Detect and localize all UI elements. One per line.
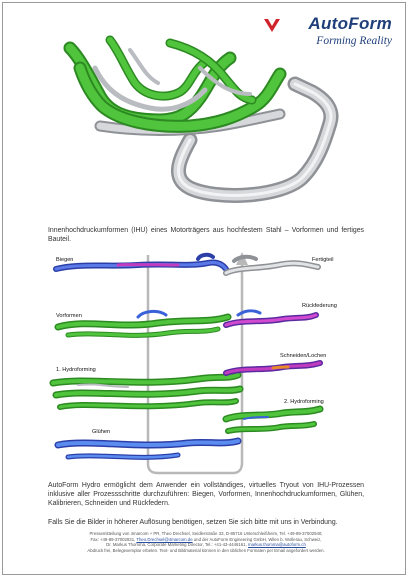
footer-line-4: Abdruck frei, Belegexemplar erbeten. Text- und Bildmaterial können in den üblichen Formaten per Email angefordert werden. — [87, 547, 325, 553]
contact-paragraph: Falls Sie die Bilder in höherer Auflösung benötigen, setzen Sie sich bitte mit uns in Verbindung. — [48, 519, 338, 526]
footer-company: und der AutoForm Engineering GmbH, Wilen b. Wollerau, Schweiz, — [193, 536, 322, 542]
brand-tagline: Forming Reality — [316, 35, 392, 47]
step-label-hydroforming-1: 1. Hydroforming — [56, 367, 96, 373]
footer-line-1: Pressemitteilung von 4marcom + PR, Theo Drechsel, Seidlerstraße 33, D-85716 Unterschleißheim, Tel. +49-89-37002940; — [89, 531, 323, 536]
step-label-schneiden-lochen: Schneiden/Lochen — [280, 353, 327, 359]
email-link-thomma[interactable]: markus.thomma@autoform.ch — [247, 542, 306, 548]
step-label-biegen: Biegen — [56, 257, 74, 263]
step-label-gluehen: Glühen — [92, 429, 111, 435]
brand-name: AutoForm — [308, 14, 392, 33]
footer-contact: Dr. Markus Thomma, Corporate Marketing Director, Tel.: +41-43-4446161, — [106, 542, 247, 548]
tube-biegen — [56, 255, 226, 269]
step-label-vorformen: Vorformen — [56, 313, 82, 319]
tube-schneiden-lochen — [226, 363, 320, 373]
tube-hydroforming-1 — [53, 375, 240, 407]
email-link-drechsel[interactable]: Theo.Drechsel@4marcom.de — [136, 536, 193, 542]
step-label-hydroforming-2: 2. Hydroforming — [284, 399, 324, 405]
finished-part-grey — [100, 84, 331, 195]
tube-hydroforming-2 — [226, 409, 320, 431]
process-diagram — [48, 249, 364, 475]
tube-rueckfederung — [226, 311, 316, 325]
footer-fax: Fax: +49-89-37002931, — [90, 536, 136, 542]
body-paragraph: AutoForm Hydro ermöglicht dem Anwender ein vollständiges, virtuelles Tryout von IHU-Prozessen inklusive aller Prozessschritte durchzuführen: Biegen, Vorformen, Innenhochdruckumformen, Glühen, Kalibrieren, Schneiden und Rückfedern. — [48, 482, 364, 508]
hero-caption: Innenhochdruckumformen (IHU) eines Motorträgers aus hochfestem Stahl – Vorformen und fertiges Bauteil. — [48, 227, 364, 243]
process-flow-graphic — [48, 249, 364, 475]
press-footer — [40, 531, 372, 553]
tube-vorformen — [58, 311, 228, 335]
hero-illustration — [40, 28, 370, 220]
step-label-fertigteil: Fertigteil — [312, 257, 334, 263]
step-label-rueckfederung: Rückfederung — [302, 303, 337, 309]
